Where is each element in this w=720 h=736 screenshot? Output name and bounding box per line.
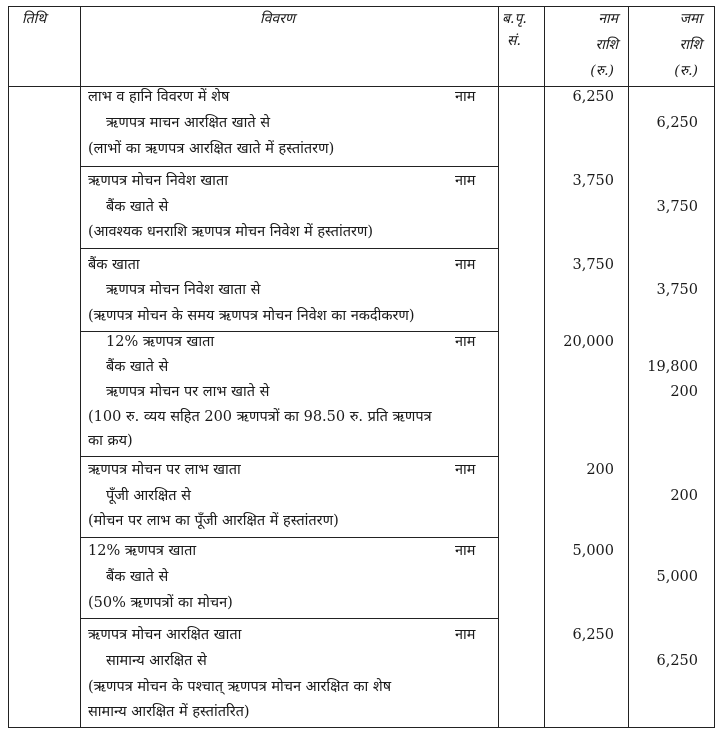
entry-separator (80, 248, 499, 249)
dr-marker: नाम (455, 462, 476, 478)
header-particulars: विवरण (260, 11, 296, 27)
dr-marker: नाम (455, 543, 476, 559)
header-debit-line1: नाम (598, 11, 618, 27)
credit-amount: 5,000 (656, 569, 698, 585)
table-border-top (8, 6, 715, 7)
credit-amount: 200 (670, 488, 698, 504)
dr-marker: नाम (455, 334, 476, 350)
dr-marker: नाम (455, 627, 476, 643)
debit-account: लाभ व हानि विवरण में शेष (88, 89, 230, 105)
column-divider-lf (498, 6, 499, 728)
credit-account: बैंक खाते से (106, 199, 169, 215)
credit-account: ऋणपत्र माचन आरक्षित खाते से (106, 115, 271, 131)
credit-account: ऋणपत्र मोचन पर लाभ खाते से (106, 384, 270, 400)
debit-account: ऋणपत्र मोचन आरक्षित खाता (88, 627, 242, 643)
credit-amount: 19,800 (647, 359, 698, 375)
debit-account: 12% ऋणपत्र खाता (88, 543, 197, 559)
debit-amount: 3,750 (572, 257, 614, 273)
credit-amount: 6,250 (656, 653, 698, 669)
credit-account: ऋणपत्र मोचन निवेश खाता से (106, 282, 261, 298)
column-divider-debit (544, 6, 545, 728)
table-border-right (714, 6, 715, 728)
dr-marker: नाम (455, 89, 476, 105)
table-border-left (8, 6, 9, 728)
dr-marker: नाम (455, 257, 476, 273)
narration: (लाभों का ऋणपत्र आरक्षित खाते में हस्तांतरण) (88, 141, 335, 157)
column-divider-credit (628, 6, 629, 728)
header-debit-unit: (रु.) (590, 63, 614, 79)
narration: सामान्य आरक्षित में हस्तांतरित) (88, 704, 250, 720)
debit-amount: 20,000 (563, 334, 614, 350)
debit-account: बैंक खाता (88, 257, 140, 273)
header-credit-line1: जमा (679, 11, 702, 27)
credit-amount: 3,750 (656, 282, 698, 298)
narration: का क्रय) (88, 433, 133, 449)
header-divider (8, 86, 715, 87)
header-credit-unit: (रु.) (674, 63, 698, 79)
debit-amount: 5,000 (572, 543, 614, 559)
narration: (ऋणपत्र मोचन के पश्चात् ऋणपत्र मोचन आरक्षित का शेष (88, 679, 392, 695)
credit-account: बैंक खाते से (106, 569, 169, 585)
entry-separator (80, 537, 499, 538)
credit-amount: 200 (670, 384, 698, 400)
narration: (50% ऋणपत्रों का मोचन) (88, 595, 233, 611)
narration: (100 रु. व्यय सहित 200 ऋणपत्रों का 98.50 रु. प्रति ऋणपत्र (88, 409, 432, 425)
narration: (आवश्यक धनराशि ऋणपत्र मोचन निवेश में हस्तांतरण) (88, 224, 374, 240)
credit-account: बैंक खाते से (106, 359, 169, 375)
entry-separator (80, 456, 499, 457)
debit-account: ऋणपत्र मोचन पर लाभ खाता (88, 462, 241, 478)
table-border-bottom (8, 727, 715, 728)
entry-separator (80, 618, 499, 619)
header-lf-line1: ब.पृ. (502, 11, 527, 27)
debit-amount: 6,250 (572, 89, 614, 105)
header-date: तिथि (22, 11, 47, 27)
credit-amount: 6,250 (656, 115, 698, 131)
header-debit-line2: राशि (595, 37, 618, 53)
header-credit-line2: राशि (679, 37, 702, 53)
debit-account: 12% ऋणपत्र खाता (106, 334, 215, 350)
narration: (ऋणपत्र मोचन के समय ऋणपत्र मोचन निवेश का नकदीकरण) (88, 308, 415, 324)
debit-account: ऋणपत्र मोचन निवेश खाता (88, 173, 228, 189)
credit-account: सामान्य आरक्षित से (106, 653, 207, 669)
debit-amount: 200 (586, 462, 614, 478)
credit-account: पूँजी आरक्षित से (106, 488, 191, 504)
entry-separator (80, 166, 499, 167)
credit-amount: 3,750 (656, 199, 698, 215)
column-divider-date (80, 6, 81, 728)
debit-amount: 3,750 (572, 173, 614, 189)
debit-amount: 6,250 (572, 627, 614, 643)
dr-marker: नाम (455, 173, 476, 189)
header-lf-line2: सं. (507, 33, 521, 49)
narration: (मोचन पर लाभ का पूँजी आरक्षित में हस्तांतरण) (88, 513, 339, 529)
entry-separator (80, 331, 499, 332)
